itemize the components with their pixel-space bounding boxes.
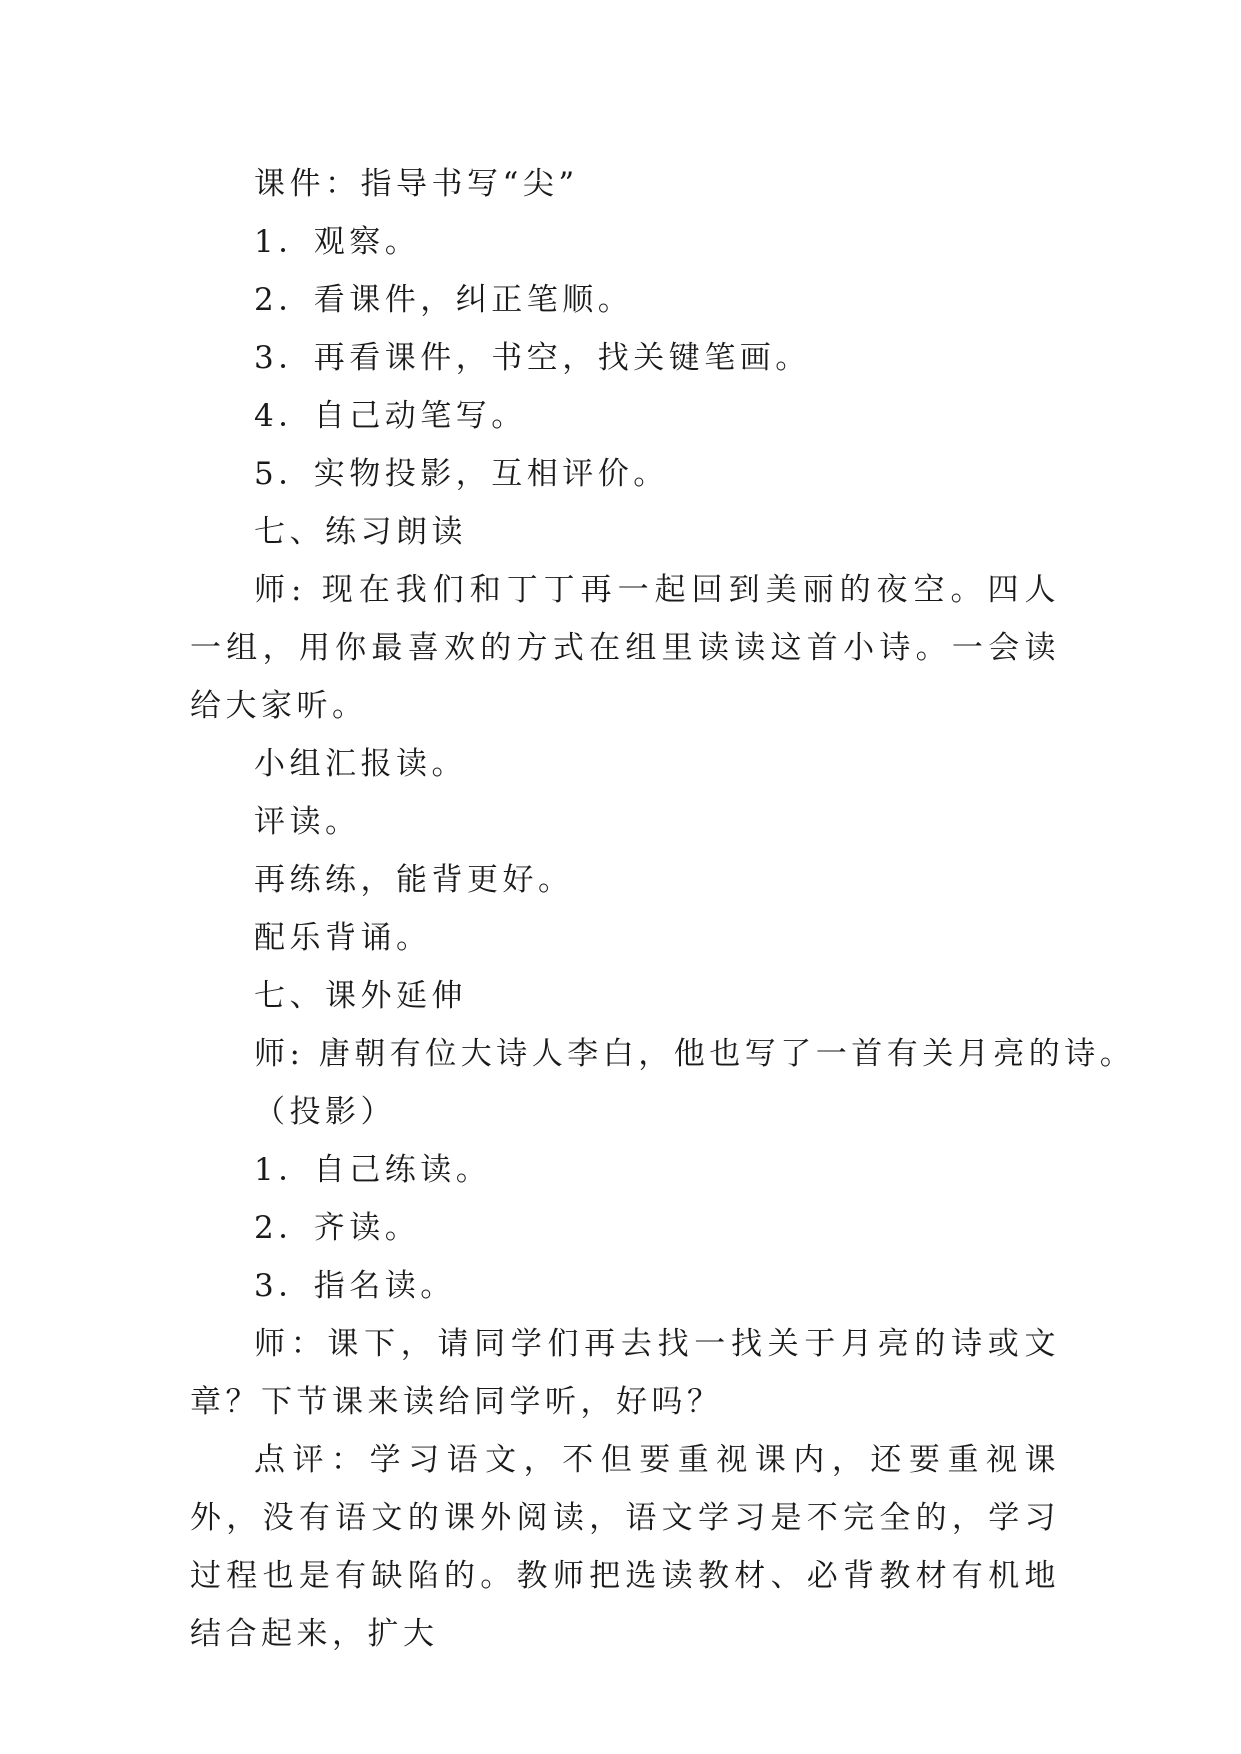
- paragraph-step-stroke-order: 2．看课件，纠正笔顺。: [254, 282, 634, 318]
- paragraph-step-self-read: 1．自己练读。: [254, 1152, 492, 1188]
- paragraph-step-observe: 1．观察。: [254, 224, 421, 260]
- paragraph-commentary: 点评：学习语文，不但要重视课内，还要重视课外，没有语文的课外阅读，语文学习是不完全的，学习过程也是有缺陷的。教师把选读教材、必背教材有机地结合起来，扩大: [190, 1442, 1060, 1652]
- paragraph-courseware-heading: 课件：指导书写“尖”: [254, 166, 579, 202]
- section-heading-extension: 七、课外延伸: [254, 978, 467, 1014]
- paragraph-practice-recite: 再练练，能背更好。: [254, 862, 574, 898]
- paragraph-teacher-homework: 师：课下，请同学们再去找一找关于月亮的诗或文章？下节课来读给同学听，好吗？: [190, 1326, 1060, 1420]
- paragraph-group-report: 小组汇报读。: [254, 746, 467, 782]
- paragraph-step-read-together: 2．齐读。: [254, 1210, 421, 1246]
- paragraph-step-key-strokes: 3．再看课件，书空，找关键笔画。: [254, 340, 811, 376]
- paragraph-evaluate-reading: 评读。: [254, 804, 361, 840]
- document-body: [190, 155, 1136, 1663]
- paragraph-teacher-li-bai: 师: 唐朝有位大诗人李白，他也写了一首有关月亮的诗。: [254, 1036, 1136, 1072]
- paragraph-teacher-night-sky: 师: 现在我们和丁丁再一起回到美丽的夜空。四人一组，用你最喜欢的方式在组里读读这首小诗。一会读给大家听。: [190, 572, 1060, 724]
- paragraph-step-named-reading: 3．指名读。: [254, 1268, 456, 1304]
- paragraph-projection: （投影）: [254, 1094, 396, 1130]
- paragraph-step-write: 4．自己动笔写。: [254, 398, 527, 434]
- paragraph-step-evaluate: 5．实物投影，互相评价。: [254, 456, 669, 492]
- paragraph-music-recital: 配乐背诵。: [254, 920, 432, 956]
- section-heading-reading-practice: 七、练习朗读: [254, 514, 467, 550]
